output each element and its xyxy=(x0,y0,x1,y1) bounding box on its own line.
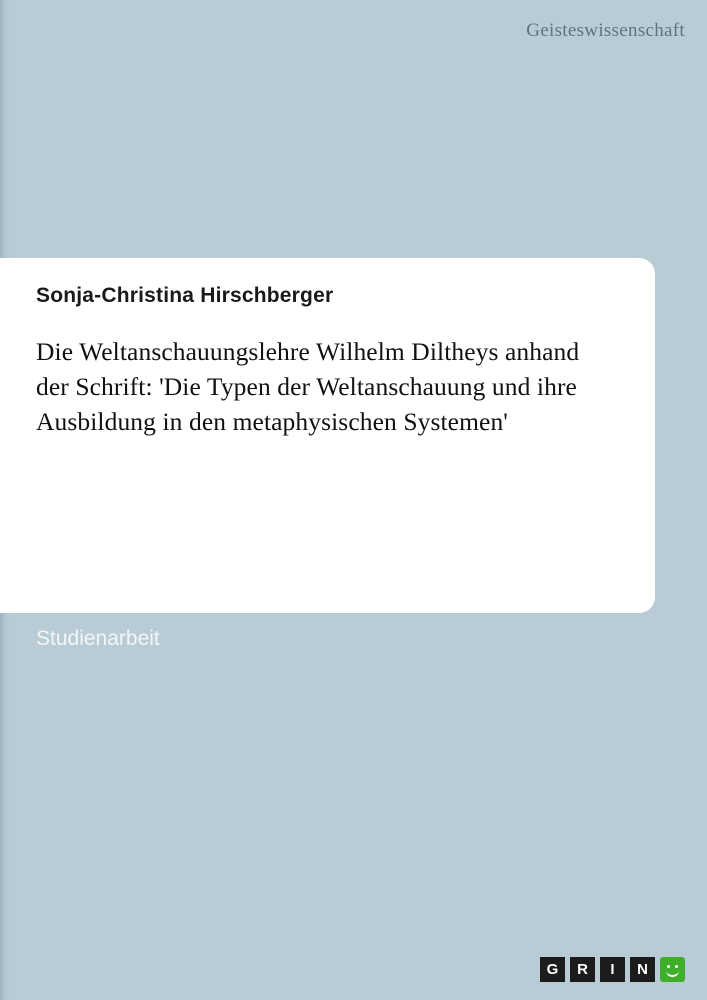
logo-letter-r: R xyxy=(570,957,595,982)
smiley-mouth-icon xyxy=(666,969,679,977)
logo-letter-g: G xyxy=(540,957,565,982)
logo-letter-i: I xyxy=(600,957,625,982)
smiley-icon xyxy=(660,957,685,982)
grin-logo xyxy=(540,957,685,982)
logo-letter-n: N xyxy=(630,957,655,982)
smiley-eye-left-icon xyxy=(667,965,670,968)
category-label: Geisteswissenschaft xyxy=(526,20,685,41)
smiley-eye-right-icon xyxy=(675,965,678,968)
author-name: Sonja-Christina Hirschberger xyxy=(36,284,334,307)
document-type-label: Studienarbeit xyxy=(36,627,160,650)
page-title: Die Weltanschauungslehre Wilhelm Diltheys anhand der Schrift: 'Die Typen der Weltanschauung und ihre Ausbildung in den metaphysischen Systemen' xyxy=(36,337,580,437)
title-card xyxy=(0,258,655,613)
